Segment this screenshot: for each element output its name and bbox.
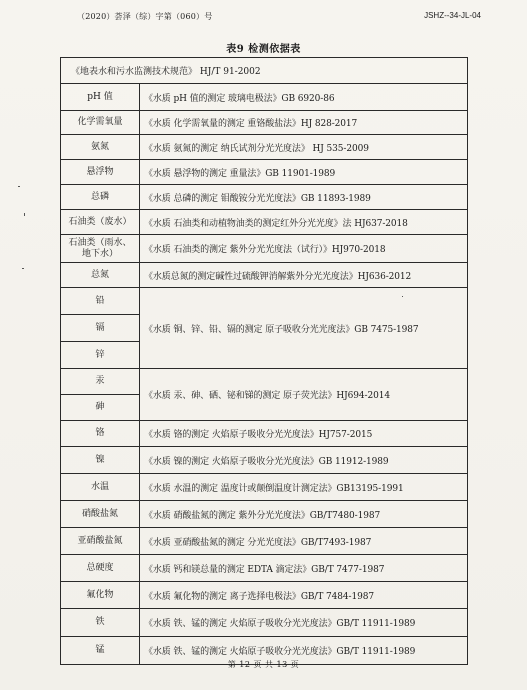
table-row (61, 421, 468, 447)
method-cell: 《水质 总磷的测定 钼酸铵分光光度法》GB 11893-1989 (140, 185, 468, 210)
merged-method-cell: 《水质 铜、锌、铅、镉的测定 原子吸收分光光度法》GB 7475-1987 (140, 288, 468, 369)
parameter-cell: pH 值 (61, 84, 140, 111)
table-row (61, 263, 468, 288)
parameter-cell: 锌 (61, 342, 140, 369)
method-cell: 《水质 水温的测定 温度计或颠倒温度计测定法》GB13195-1991 (140, 474, 468, 501)
method-cell: 《水质 亚硝酸盐氮的测定 分光光度法》GB/T7493-1987 (140, 528, 468, 555)
scan-speck (22, 268, 24, 269)
table-title: 表9 检测依据表 (226, 44, 301, 55)
parameter-cell: 石油类（废水） (61, 210, 140, 235)
method-cell: 《水质 钙和镁总量的测定 EDTA 滴定法》GB/T 7477-1987 (140, 555, 468, 582)
parameter-cell: 砷 (61, 395, 140, 421)
method-cell: 《水质 铁、锰的测定 火焰原子吸收分光光度法》GB/T 11911-1989 (140, 637, 468, 665)
parameter-cell: 锰 (61, 637, 140, 665)
merged-method-cell: 《水质 汞、砷、硒、铋和锑的测定 原子荧光法》HJ694-2014 (140, 369, 468, 421)
parameter-cell: 水温 (61, 474, 140, 501)
table-row (61, 582, 468, 609)
parameter-cell: 氨氮 (61, 135, 140, 160)
parameter-cell: 总硬度 (61, 555, 140, 582)
table-row (61, 111, 468, 135)
method-cell: 《水质 铬的测定 火焰原子吸收分光光度法》HJ757-2015 (140, 421, 468, 447)
method-cell: 《水质 化学需氧量的测定 重铬酸盐法》HJ 828-2017 (140, 111, 468, 135)
parameter-cell: 铁 (61, 609, 140, 637)
method-cell: 《水质 pH 值的测定 玻璃电极法》GB 6920-86 (140, 84, 468, 111)
parameter-cell: 悬浮物 (61, 160, 140, 185)
method-cell: 《水质 镍的测定 火焰原子吸收分光光度法》GB 11912-1989 (140, 447, 468, 474)
parameter-cell: 铅 (61, 288, 140, 315)
parameter-cell: 总氮 (61, 263, 140, 288)
table-row (61, 447, 468, 474)
parameter-cell: 亚硝酸盐氮 (61, 528, 140, 555)
report-number: （2020）荟泽（综）字第（060）号 (77, 12, 213, 21)
table-row (61, 235, 468, 263)
table-row (61, 58, 468, 84)
table-row (61, 555, 468, 582)
table-row (61, 609, 468, 637)
table-row (61, 288, 468, 315)
method-cell: 《水质总氮的测定碱性过硫酸钾消解紫外分光光度法》HJ636-2012 (140, 263, 468, 288)
table-row (61, 501, 468, 528)
table-row (61, 474, 468, 501)
table-row (61, 84, 468, 111)
parameter-cell: 石油类（雨水、地下水） (61, 235, 140, 263)
method-cell: 《水质 氨氮的测定 纳氏试剂分光光度法》 HJ 535-2009 (140, 135, 468, 160)
scan-speck (402, 296, 403, 297)
method-cell: 《水质 铁、锰的测定 火焰原子吸收分光光度法》GB/T 11911-1989 (140, 609, 468, 637)
table-row (61, 185, 468, 210)
table-row (61, 160, 468, 185)
method-cell: 《水质 硝酸盐氮的测定 紫外分光光度法》GB/T7480-1987 (140, 501, 468, 528)
table-row (61, 135, 468, 160)
standards-table (60, 57, 468, 665)
scan-speck (18, 186, 20, 187)
parameter-cell: 氟化物 (61, 582, 140, 609)
table-row (61, 369, 468, 395)
method-cell: 《水质 悬浮物的测定 重量法》GB 11901-1989 (140, 160, 468, 185)
parameter-cell: 硝酸盐氮 (61, 501, 140, 528)
parameter-cell: 铬 (61, 421, 140, 447)
general-standard-cell: 《地表水和污水监测技术规范》 HJ/T 91-2002 (61, 58, 468, 84)
document-code: JSHZ--34-JL-04 (424, 11, 481, 20)
parameter-cell: 总磷 (61, 185, 140, 210)
method-cell: 《水质 石油类的测定 紫外分光光度法（试行）》HJ970-2018 (140, 235, 468, 263)
parameter-cell: 镉 (61, 315, 140, 342)
parameter-cell: 汞 (61, 369, 140, 395)
parameter-cell: 镍 (61, 447, 140, 474)
method-cell: 《水质 石油类和动植物油类的测定红外分光光度》法 HJ637-2018 (140, 210, 468, 235)
page-number: 第 12 页 共 13 页 (227, 660, 300, 669)
parameter-cell: 化学需氧量 (61, 111, 140, 135)
method-cell: 《水质 氟化物的测定 离子选择电极法》GB/T 7484-1987 (140, 582, 468, 609)
table-row (61, 210, 468, 235)
scan-speck (24, 213, 25, 216)
table-row (61, 528, 468, 555)
